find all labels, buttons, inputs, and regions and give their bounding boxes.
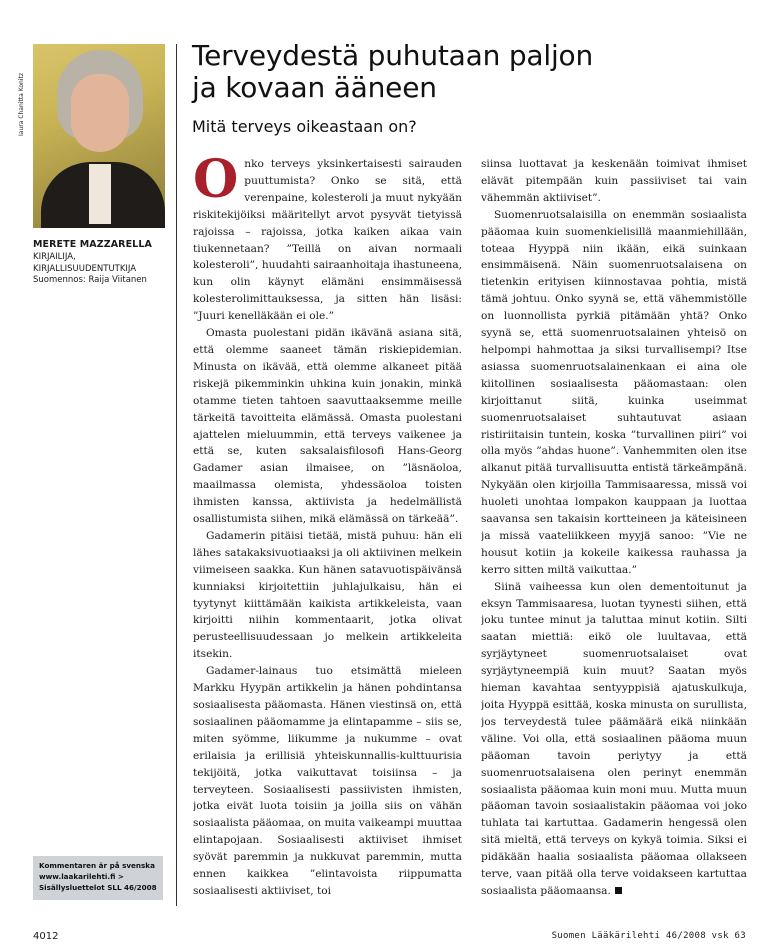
author-name: MERETE MAZZARELLA xyxy=(33,239,152,250)
article-title: Terveydestä puhutaan paljon ja kovaan ääneen xyxy=(192,39,593,104)
author-photo xyxy=(33,44,165,228)
paragraph: Omasta puolestani pidän ikävänä asiana sitä, että olemme saaneet tämän riskiepidemian. Minusta on ikävää, että olemme alkaneet pitää riskejä pikemminkin uhkina kuin jonakin, minkä otamme tieten tahtoen saavuttaaksemme meille tärkeitä tavoitteita elämässä. Omasta puolestani ajattelen mieluummin, että terveys vaikenee ja että se, kuten saksalaisfilosofi Hans-Georg Gadamer asian ilmaisee, on ”läsnäoloa, maailmassa olemista, yhdessäoloa toisten ihmisten kanssa, aktiivista ja hedelmällistä osallistumista siihen, mikä elämässä on tärkeää”. xyxy=(193,327,462,526)
translator-credit: Suomennos: Raija Viitanen xyxy=(33,275,147,285)
article-subtitle: Mitä terveys oikeastaan on? xyxy=(192,117,417,136)
column-divider xyxy=(176,44,177,906)
paragraph: Gadamer-lainaus tuo etsimättä mieleen Markku Hyypän artikkelin ja hänen pohdintansa sosiaalisesta pääomasta. Hänen viestinsä on, että sosiaalinen pääomamme ja elintapamme – siis se, miten syömme, liikumme ja nukumme – ovat erilaisia ja erillisiä yhteiskunnallis-kulttuurisia tekijöitä, jotka vaikuttavat toisiinsa – ja terveyteen. Sosiaalisesti passiivisten ihmisten, jotka eivät luota toisiin ja joilla siis on vähän sosiaalista pääomaa, on muita vaikeampi muuttaa elintapojaan. Sosiaalisesti aktiiviset ihmiset syövät paremmin ja nukkuvat paremmin, mutta ennen kaikkea ”elintavoista riippumatta sosiaalisesti aktiiviset, toi xyxy=(193,665,462,897)
paragraph: Siinä vaiheessa kun olen dementoitunut ja eksyn Tammisaaresa, luotan tyynesti siihen, että joku tuntee minut ja taluttaa minut kotiin. Silti saatan miettiä: eikö ole luultavaa, että syrjäytyneet suomenruotsalaiset ovat syrjäytyneempiä kuin muut? Saatan myös hieman kavahtaa sentyyppisiä ajatuskulkuja, joita Hyyppä esittää, koska minusta on surullista, jos terveydestä tulee päämäärä eikä niinkään väline. Voi olla, että sosiaalinen pääoma muun pääoman tavoin periytyy ja että suomenruotsalaisena olen perinyt enemmän sosiaalista pääomaa kuin moni muu. Mutta muun pääoman tavoin sosiaalistakin pääomaa voi joko tuhlata tai kartuttaa. Gadamerin hengessä olen sitä mieltä, että terveys on kykyä toimia. Siksi ei pidäkään haalia sosiaalista pääomaa ollakseen terve, vaan pitää olla terve voidakseen kartuttaa sosiaalista pääomaansa. xyxy=(481,580,747,897)
paragraph: Onko terveys yksinkertaisesti sairauden puuttumista? Onko se sitä, että verenpaine, kolesteroli ja muut nykyään riskitekijöiksi määritellyt arvot pysyvät tietyissä rajoissa – rajoissa, jotka kaiken aikaa vain tiukennetaan? ”Teillä on aivan normaali kolesteroli”, huudahti sairaanhoitaja ihastuneena, kun olin käynyt elämäni ensimmäisessä kolesterolimittauksessa, ja sitten hän lisäsi: ”Juuri kenelläkään ei ole.” xyxy=(193,156,462,323)
page-number: 4012 xyxy=(33,931,59,942)
article-column-2 xyxy=(481,156,747,908)
journal-info: Suomen Lääkärilehti 46/2008 vsk 63 xyxy=(551,931,746,941)
photo-credit: Iaura Chanitta Konitz xyxy=(18,72,25,136)
paragraph: Gadamerin pitäisi tietää, mistä puhuu: hän eli lähes satakaksivuotiaaksi ja oli aktiivinen melkein viimeiseen saakka. Kun hänen satavuotispäivänsä kunniaksi kirjoitettiin juhlajulkaisu, hän ei tyytynyt kiittämään kaikista artikkeleista, vaan kirjoitti niihin kommentaarit, jotka olivat perusteellisuudessaan jo melkein artikkeleita itsekin. xyxy=(193,529,462,661)
drop-cap: O xyxy=(193,156,239,210)
end-mark-icon xyxy=(615,887,622,894)
paragraph: siinsa luottavat ja keskenään toimivat ihmiset elävät pitempään kuin passiiviset tai vain vähemmän aktiiviset”. xyxy=(481,158,747,204)
paragraph: Suomenruotsalaisilla on enemmän sosiaalista pääomaa kuin suomenkielisillä maanmiehillään, toteaa Hyyppä niin ikään, eikä suinkaan ensimmäisenä. Näin suomenruotsalaisena on tietenkin erityisen kiinnostavaa pohtia, mistä tämä johtuu. Onko syynä se, että vähemmistölle on luonnollista pyrkiä pitämään yhtä? Onko syynä se, että suomenruotsalainen yhteisö on helpompi hahmottaa ja siksi turvallisempi? Itse asiassa suomenruotsalainenkaan ei aina ole kiitollinen sosiaalisesta pääomastaan: olen kirjoittanut siitä, kuinka useimmat suomenruotsalaiset suhtautuvat asiaan ristiriitaisin tuntein, koska ”turvallinen piiri” voi olla myös ”ahdas huone”. Vanhemmiten olen itse alkanut pitää turvallisuutta entistä tärkeämpänä. Nykyään olen kirjoilla Tammisaaressa, missä voi huoleti unohtaa lompakon kauppaan ja luottaa saavansa sen takaisin kortteineen ja käteisineen ja missä vaateliikkeen myyjä sanoo: ”Vie ne housut kotiin ja kokeile kaikessa rauhassa ja kerro sitten miltä vaikuttaa.” xyxy=(481,208,747,576)
article-column-1 xyxy=(193,156,462,908)
summary-link[interactable]: www.laakarilehti.fi > xyxy=(39,872,124,881)
summary-box: Kommentaren är på svenska www.laakarilehti.fi > Sisällysluettelot SLL 46/2008 xyxy=(33,856,163,900)
author-role: KIRJAILIJA, KIRJALLISUUDENTUTKIJA xyxy=(33,252,137,274)
